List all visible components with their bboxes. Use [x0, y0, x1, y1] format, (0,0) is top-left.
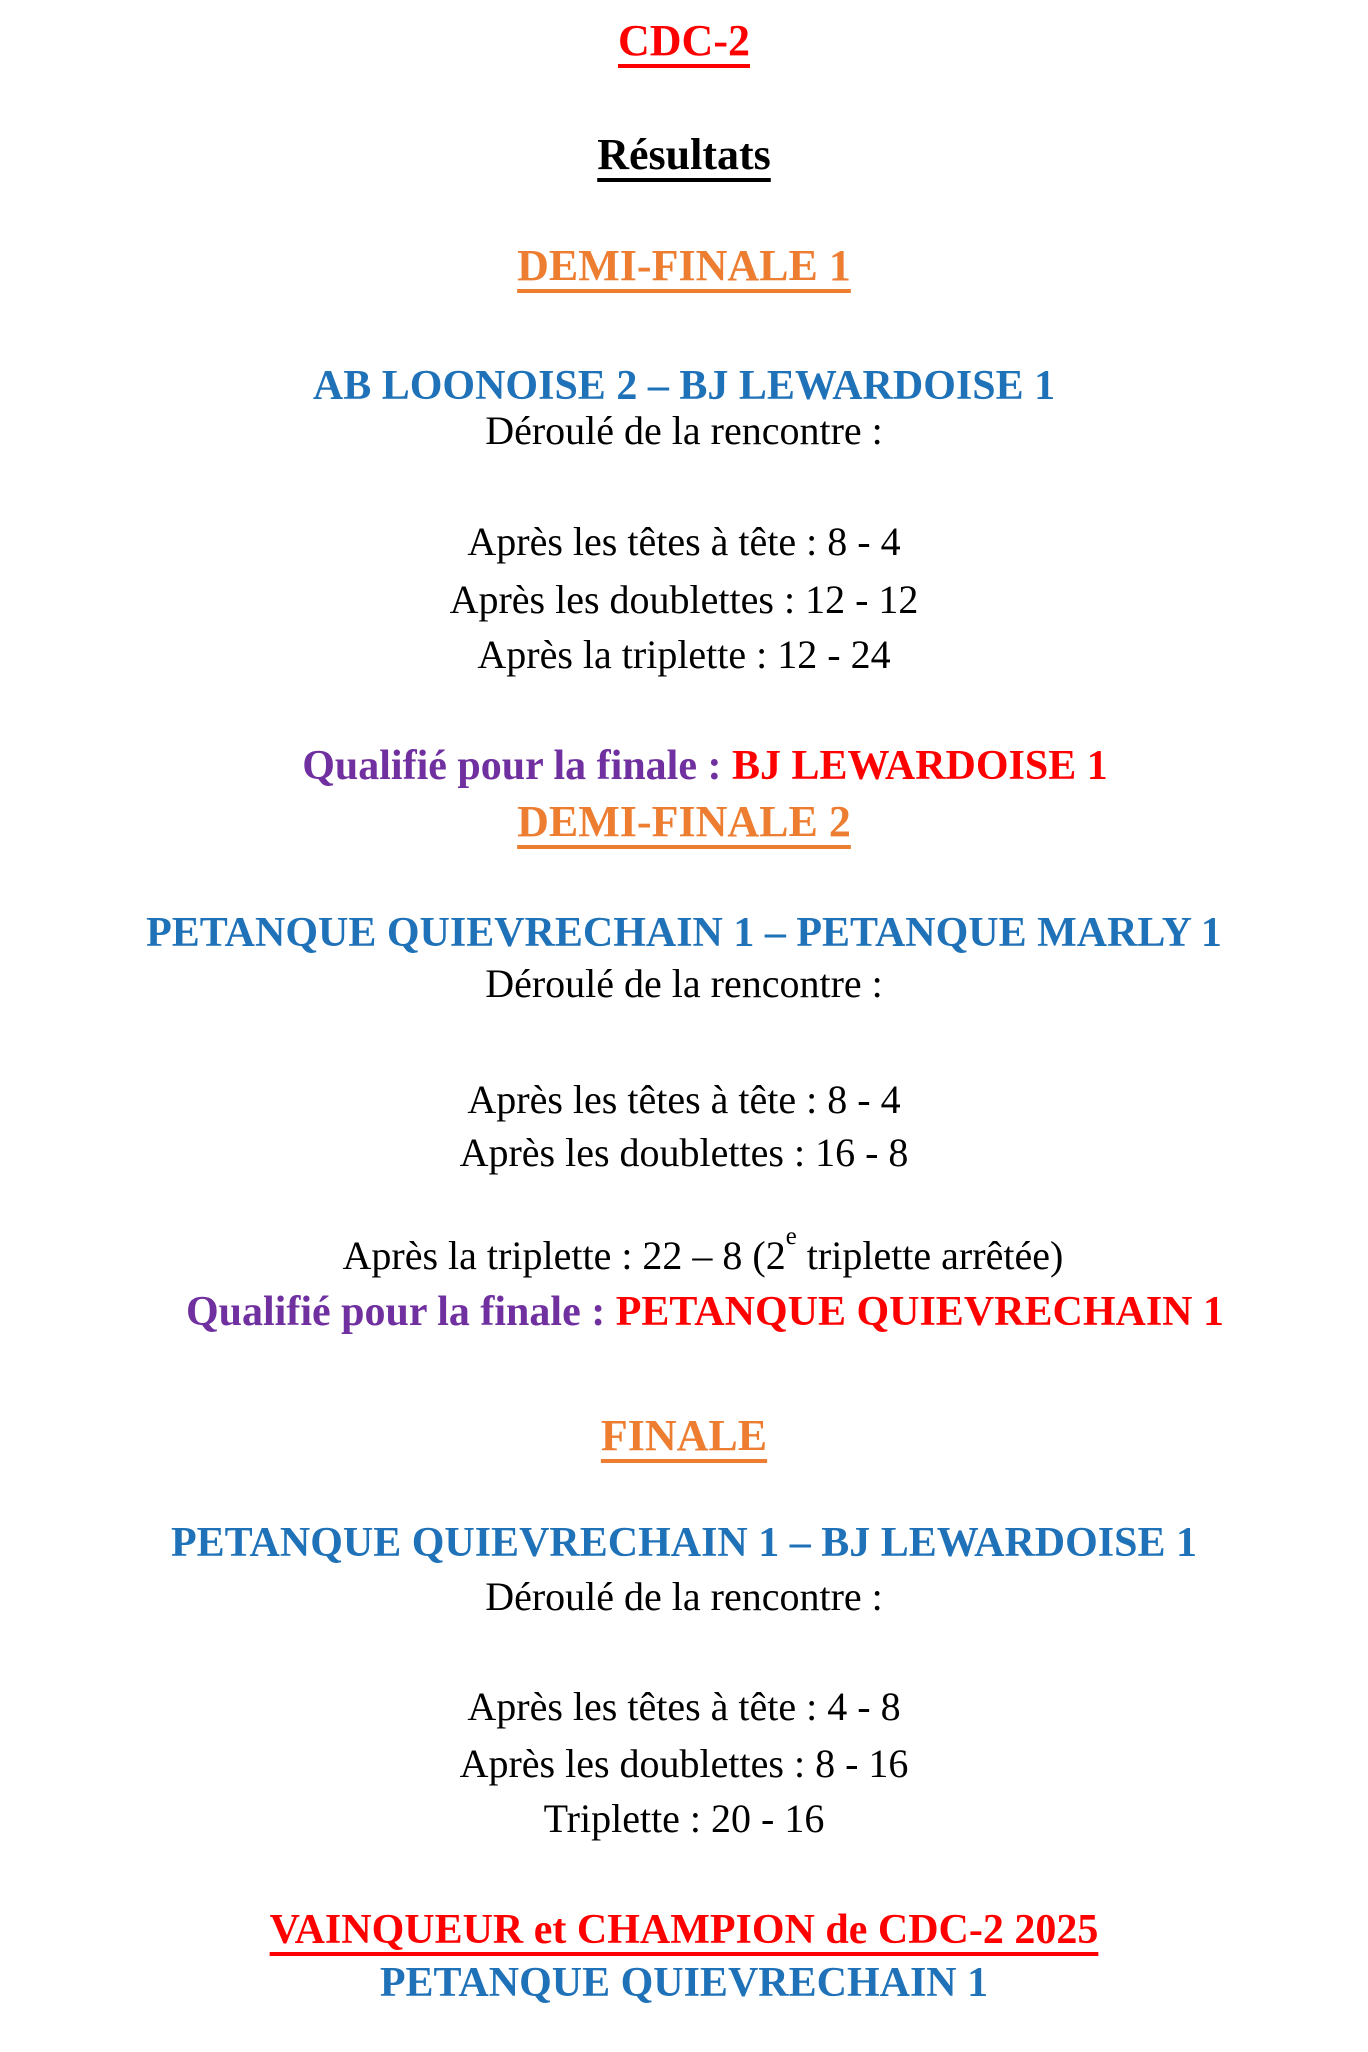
champion-team: PETANQUE QUIEVRECHAIN 1	[379, 1960, 989, 2006]
semifinal-2-intro: Déroulé de la rencontre :	[485, 961, 883, 1006]
final-score-tetes: Après les têtes à tête : 4 - 8	[467, 1684, 901, 1729]
final-score-triplette: Triplette : 20 - 16	[543, 1796, 825, 1841]
semifinal-2-score-doublettes: Après les doublettes : 16 - 8	[459, 1130, 909, 1175]
final-matchup: PETANQUE QUIEVRECHAIN 1 – BJ LEWARDOISE 1	[170, 1520, 1198, 1566]
champion-title: VAINQUEUR et CHAMPION de CDC-2 2025	[269, 1907, 1099, 1953]
semifinal-2-qualified-line	[0, 1237, 1368, 1388]
semifinal-1-matchup: AB LOONOISE 2 – BJ LEWARDOISE 1	[312, 363, 1056, 409]
semifinal-2-score-tetes: Après les têtes à tête : 8 - 4	[467, 1077, 901, 1122]
semifinal-2-triplette-suffix: triplette arrêtée)	[796, 1233, 1064, 1278]
semifinal-2-triplette-superscript: e	[785, 1223, 797, 1251]
semifinal-1-score-doublettes: Après les doublettes : 12 - 12	[449, 577, 919, 622]
semifinal-2-matchup: PETANQUE QUIEVRECHAIN 1 – PETANQUE MARLY 1	[146, 910, 1222, 956]
semifinal-1-score-tetes: Après les têtes à tête : 8 - 4	[467, 519, 901, 564]
final-score-doublettes: Après les doublettes : 8 - 16	[459, 1741, 909, 1786]
semifinal-1-qualified-label: Qualifié pour la finale :	[302, 743, 722, 790]
final-intro: Déroulé de la rencontre :	[485, 1574, 883, 1619]
semifinal-2-qualified-label: Qualifié pour la finale :	[185, 1289, 606, 1336]
semifinal-1-score-triplette: Après la triplette : 12 - 24	[477, 632, 891, 677]
semifinal-2-triplette-prefix: Après la triplette : 22 – 8 (2	[342, 1233, 786, 1278]
semifinal-2-heading: DEMI-FINALE 2	[517, 797, 851, 846]
page-subtitle: Résultats	[597, 130, 771, 179]
semifinal-2-qualified-team: PETANQUE QUIEVRECHAIN 1	[615, 1289, 1225, 1336]
semifinal-1-intro: Déroulé de la rencontre :	[485, 408, 883, 453]
page-title: CDC-2	[618, 16, 750, 65]
semifinal-1-heading: DEMI-FINALE 1	[517, 241, 851, 290]
final-heading: FINALE	[600, 1411, 768, 1460]
semifinal-1-qualified-team: BJ LEWARDOISE 1	[731, 743, 1108, 790]
